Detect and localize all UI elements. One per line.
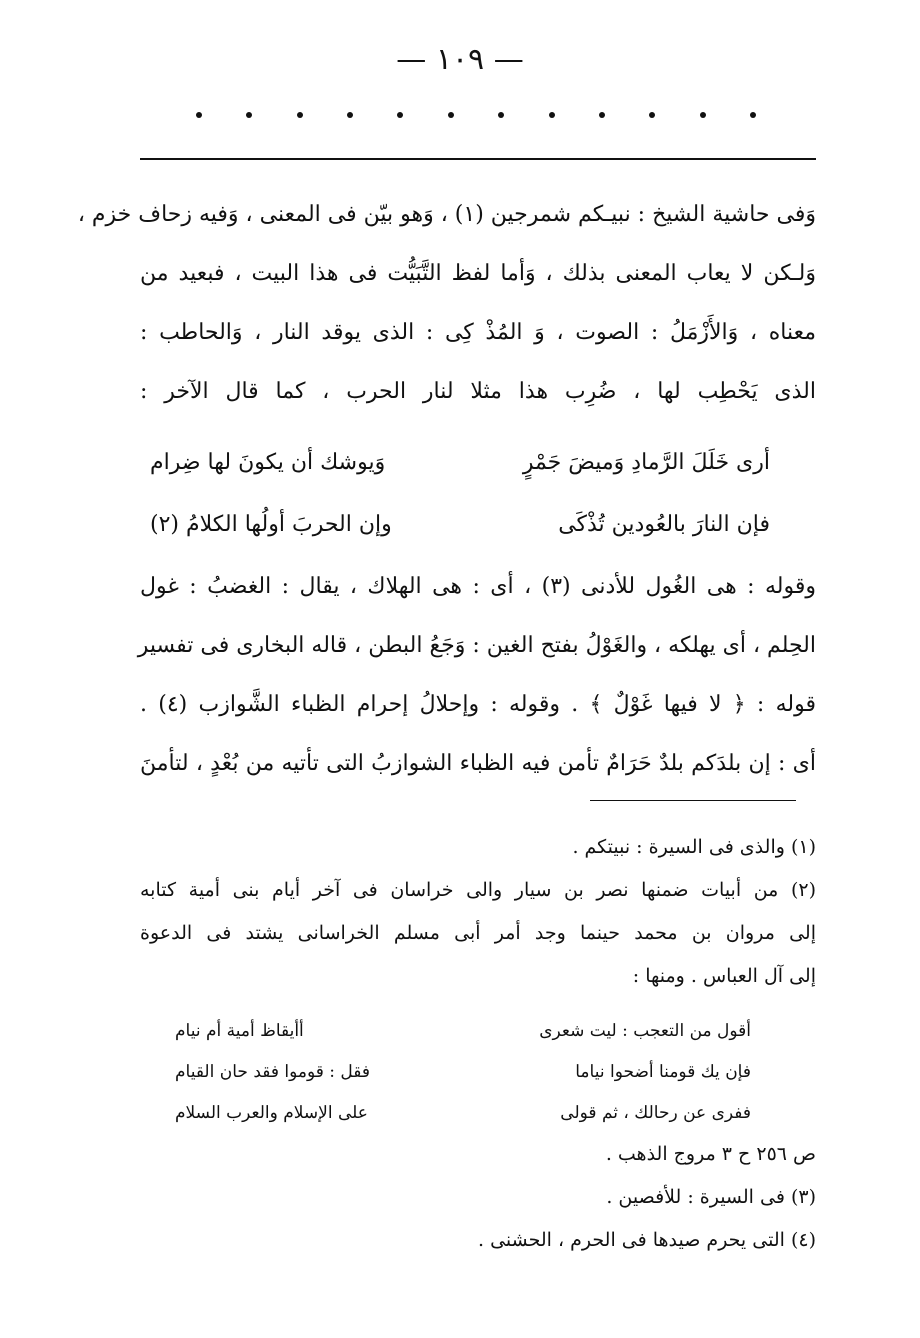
footnote-1: (١) والذى فى السيرة : نبيتكم .	[572, 836, 816, 858]
footnotes	[140, 826, 816, 998]
ornament-dot	[750, 112, 756, 118]
text-line: الذى يَحْطِب لها ، ضُرِب هذا مثلا لنار الحرب ، كما قال الآخر :	[140, 379, 816, 404]
ornament-dot	[700, 112, 706, 118]
verse-first-hemistich: فإن يك قومنا أضحوا نياما	[575, 1062, 751, 1082]
body-paragraph-1	[77, 185, 816, 421]
verse-first-hemistich: أرى خَلَلَ الرَّمادِ وَميضَ جَمْرٍ	[522, 450, 770, 475]
ornament-dot	[649, 112, 655, 118]
page-number: — ١٠٩ —	[396, 42, 524, 77]
footnote-rule	[590, 800, 796, 801]
text-line: معناه ، وَالأَزْمَلُ : الصوت ، وَ المُذْ كِى : الذى يوقد النار ، وَالحاطب :	[140, 320, 816, 345]
footnote-3: (٣) فى السيرة : للأفصين .	[606, 1186, 816, 1208]
footnote-2-line: إلى آل العباس . ومنها :	[632, 965, 816, 987]
footnote-verse-line	[175, 1011, 751, 1052]
verse-second-hemistich: وَيوشك أن يكونَ لها ضِرام	[150, 450, 386, 475]
ornament-dot	[397, 112, 403, 118]
header-rule	[140, 158, 816, 160]
poem-verses	[150, 432, 770, 556]
verse-line	[150, 494, 770, 556]
footnote-4: (٤) التى يحرم صيدها فى الحرم ، الحشنى .	[478, 1229, 816, 1251]
footnote-2-line: إلى مروان بن محمد حينما وجد أمر أبى مسلم الخراسانى يشتد فى الدعوة	[140, 922, 816, 944]
verse-first-hemistich: أقول من التعجب : ليت شعرى	[539, 1021, 751, 1041]
text-line: الحِلم ، أى يهلكه ، والغَوْلُ بفتح الغين : وَجَعُ البطن ، قاله البخارى فى تفسير	[137, 633, 816, 658]
footnotes-tail	[140, 1133, 816, 1262]
verse-line	[150, 432, 770, 494]
verse-first-hemistich: فإن النارَ بالعُودين تُذْكَى	[558, 512, 770, 537]
text-line: وَفى حاشية الشيخ : نبيـكم شمرجين (١) ، وَهو بيّن فى المعنى ، وَفيه زحاف خزم ،	[77, 202, 816, 227]
ornament-dot	[448, 112, 454, 118]
footnote-verse-line	[175, 1052, 751, 1093]
footnote-2-line: (٢) من أبيات ضمنها نصر بن سيار والى خراسان فى آخر أيام بنى أمية كتابه	[140, 879, 816, 901]
verse-second-hemistich: أأيقاظ أمية أم نيام	[175, 1021, 304, 1041]
ornament-dot	[196, 112, 202, 118]
ornament-dots	[196, 112, 756, 118]
ornament-dot	[246, 112, 252, 118]
verse-second-hemistich: فقل : قوموا فقد حان القيام	[175, 1062, 371, 1082]
verse-first-hemistich: ففرى عن رحالك ، ثم قولى	[560, 1103, 751, 1123]
ornament-dot	[599, 112, 605, 118]
footnote-2-source: ص ٢٥٦ ح ٣ مروج الذهب .	[605, 1143, 816, 1165]
text-line: وقوله : هى الغُول للأدنى (٣) ، أى : هى الهلاك ، يقال : الغضبُ : غول	[140, 574, 816, 599]
verse-second-hemistich: وإن الحربَ أولُها الكلامُ (٢)	[150, 512, 392, 537]
ornament-dot	[347, 112, 353, 118]
text-line: وَلـكن لا يعاب المعنى بذلك ، وَأما لفظ التَّبَيُّت فى هذا البيت ، فبعيد من	[140, 261, 816, 286]
ornament-dot	[549, 112, 555, 118]
footnote-verse-line	[175, 1093, 751, 1134]
footnote-2-verses	[175, 1011, 751, 1134]
body-paragraph-2	[137, 557, 816, 793]
verse-second-hemistich: على الإسلام والعرب السلام	[175, 1103, 368, 1123]
text-line: أى : إن بلدَكم بلدٌ حَرَامٌ تأمن فيه الظباء الشوازبُ التى تأتيه من بُعْدٍ ، لتأمنَ	[140, 751, 816, 776]
ornament-dot	[498, 112, 504, 118]
text-line: قوله : ﴿ لا فيها غَوْلٌ ﴾ . وقوله : وإحلالُ إحرام الظباء الشَّوازب (٤) .	[140, 692, 816, 717]
ornament-dot	[297, 112, 303, 118]
